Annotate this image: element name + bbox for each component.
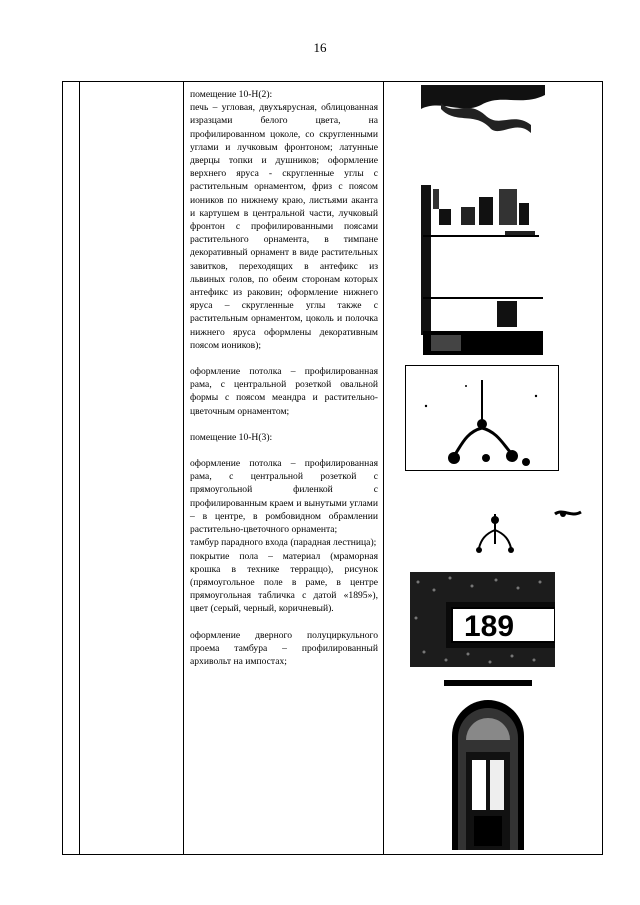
floor-plaque-photo (410, 572, 555, 667)
column-divider (383, 82, 384, 854)
floor-description: покрытие пола – материал (мраморная крошка в технике терраццо), рисунок (прямоугольное поле в раме, в центре прямоугольная табличка с датой «1895»), цвет (серый, черный, коричневый). (190, 550, 378, 615)
room-heading: помещение 10-Н(3): (190, 431, 273, 443)
page-number: 16 (313, 40, 327, 55)
doorway-photo (444, 680, 532, 850)
stove-description: печь – угловая, двухъярусная, облицованная изразцами белого цвета, на профилированном цоколе, со скругленными углами и лучковым фронтоном; латунные дверцы топки и душников; оформление верхнего яруса - скругленные углы с растительным орнаментом, фриз с поясом иоников по нижнему краю, листьями аканта и картушем в центральной части, лучковый фронтон с профилированными поясами растительного орнамента, в тимпане декоративный орнамент в виде растительных завитков, переходящих в антефикс из львиных голов, по обеим сторонам которых антефикс из раковин; оформление нижнего яруса – скругленные углы также с растительным орнаментом, цоколь и полочка нижнего яруса оформлены декоративным поясом иоников); (190, 102, 378, 351)
ceiling-description: оформление потолка – профилированная рама, с центральной розеткой с прямоугольной филенкой с профилированным краем и вынутыми углами – в центре, в ромбовидном обрамлении растительно-цветочного орнамента; (190, 458, 378, 536)
vestibule-heading: тамбур парадного входа (парадная лестница); (190, 537, 377, 549)
doorway-description: оформление дверного полуциркульного проема тамбура – профилированный архивольт на импостах; (190, 629, 378, 667)
room-heading: помещение 10-Н(2): (190, 89, 273, 100)
ceiling-description: оформление потолка – профилированная рама, с центральной розеткой овальной формы с поясом меандра и растительно-цветочным орнаментом; (190, 366, 378, 417)
ceiling-detail-photo (465, 500, 585, 560)
column-divider (79, 82, 80, 854)
plaque-date-text: 189 (464, 610, 515, 643)
stove-photo (421, 85, 545, 355)
column-divider (183, 82, 184, 854)
ceiling-rosette-photo (405, 365, 559, 471)
description-column (190, 88, 378, 681)
